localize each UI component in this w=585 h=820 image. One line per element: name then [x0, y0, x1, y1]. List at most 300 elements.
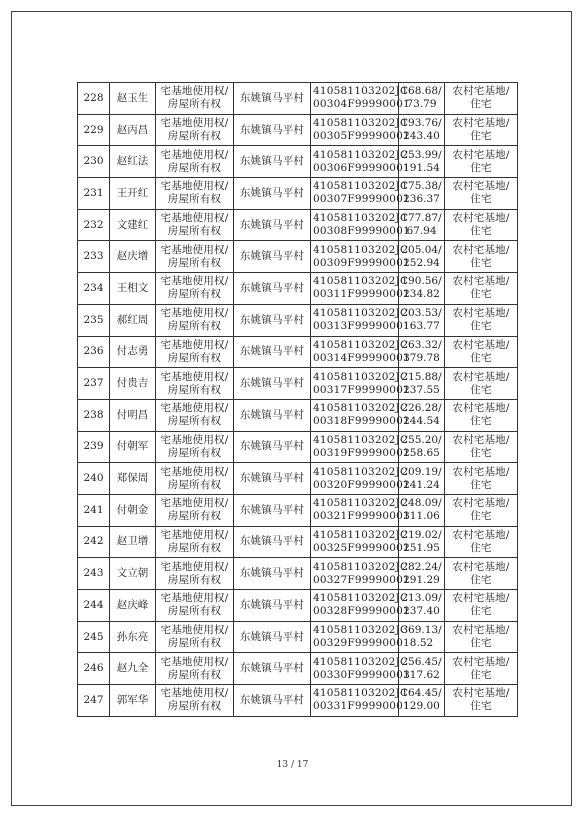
right-type-line: 房屋所有权 — [167, 351, 222, 364]
row-number-cell: 243 — [78, 558, 110, 590]
right-type-line: 宅基地使用权/ — [160, 307, 229, 320]
right-type-cell — [156, 83, 234, 115]
unit-code-cell — [311, 463, 410, 495]
right-type-line: 宅基地使用权/ — [160, 592, 229, 605]
area-cell — [399, 336, 445, 368]
area-line: 369.13/ — [401, 624, 442, 637]
location-cell: 东姚镇马平村 — [234, 431, 311, 463]
usage-line: 农村宅基地/ — [452, 402, 510, 415]
usage-line: 农村宅基地/ — [452, 528, 510, 541]
usage-cell — [445, 621, 518, 653]
location-cell: 东姚镇马平村 — [234, 526, 311, 558]
area-line: 243.40 — [403, 130, 440, 143]
right-type-cell — [156, 273, 234, 305]
row-number-cell: 228 — [78, 83, 110, 115]
area-cell — [399, 653, 445, 685]
owner-name-cell: 付朝金 — [110, 494, 156, 526]
unit-code-cell — [311, 114, 410, 146]
right-type-cell — [156, 653, 234, 685]
unit-code-line: 00329F99990001 — [313, 637, 410, 650]
location-cell: 东姚镇马平村 — [234, 241, 311, 273]
table-row — [78, 209, 518, 241]
right-type-line: 房屋所有权 — [167, 446, 222, 459]
unit-code-line: 410581103202JC — [313, 117, 409, 130]
area-line: 282.24/ — [401, 560, 442, 573]
usage-cell — [445, 336, 518, 368]
right-type-line: 宅基地使用权/ — [160, 180, 229, 193]
unit-code-cell — [311, 685, 410, 717]
area-line: 317.62 — [403, 668, 440, 681]
usage-line: 住宅 — [470, 446, 492, 459]
row-number-cell: 229 — [78, 114, 110, 146]
right-type-line: 宅基地使用权/ — [160, 465, 229, 478]
owner-name-cell: 赵卫增 — [110, 526, 156, 558]
area-line: 205.04/ — [401, 243, 442, 256]
records-table — [77, 82, 518, 717]
unit-code-line: 410581103202JC — [313, 433, 409, 446]
unit-code-line: 00304F99990001 — [313, 98, 410, 111]
usage-cell — [445, 178, 518, 210]
area-line: 190.56/ — [401, 275, 442, 288]
page-number: 13 / 17 — [276, 760, 309, 770]
usage-line: 农村宅基地/ — [452, 117, 510, 130]
usage-line: 住宅 — [470, 700, 492, 713]
row-number-cell: 234 — [78, 273, 110, 305]
location-cell: 东姚镇马平村 — [234, 558, 311, 590]
usage-line: 农村宅基地/ — [452, 560, 510, 573]
unit-code-cell — [311, 526, 410, 558]
table-row — [78, 463, 518, 495]
row-number-cell: 230 — [78, 146, 110, 178]
table-row — [78, 399, 518, 431]
unit-code-line: 00317F99990001 — [313, 383, 410, 396]
table-row — [78, 336, 518, 368]
usage-line: 农村宅基地/ — [452, 655, 510, 668]
area-line: 252.94 — [403, 256, 440, 269]
usage-cell — [445, 526, 518, 558]
table-row — [78, 558, 518, 590]
usage-cell — [445, 304, 518, 336]
table-row — [78, 83, 518, 115]
area-line: 256.45/ — [401, 655, 442, 668]
unit-code-line: 00320F99990001 — [313, 478, 410, 491]
usage-line: 住宅 — [470, 225, 492, 238]
area-line: 193.76/ — [401, 117, 442, 130]
location-cell: 东姚镇马平村 — [234, 209, 311, 241]
right-type-line: 宅基地使用权/ — [160, 655, 229, 668]
area-line: 67.94 — [406, 225, 437, 238]
right-type-line: 房屋所有权 — [167, 510, 222, 523]
table-body — [78, 83, 518, 717]
location-cell: 东姚镇马平村 — [234, 273, 311, 305]
owner-name-cell: 付明昌 — [110, 399, 156, 431]
area-cell — [399, 399, 445, 431]
right-type-line: 房屋所有权 — [167, 605, 222, 618]
unit-code-line: 00331F99990001 — [313, 700, 410, 713]
area-line: 255.20/ — [401, 433, 442, 446]
area-cell — [399, 368, 445, 400]
area-cell — [399, 526, 445, 558]
right-type-line: 宅基地使用权/ — [160, 338, 229, 351]
right-type-line: 宅基地使用权/ — [160, 687, 229, 700]
usage-cell — [445, 146, 518, 178]
usage-line: 住宅 — [470, 288, 492, 301]
usage-line: 农村宅基地/ — [452, 624, 510, 637]
area-line: 244.54 — [403, 415, 440, 428]
usage-cell — [445, 399, 518, 431]
area-cell — [399, 590, 445, 622]
right-type-cell — [156, 590, 234, 622]
area-line: 163.77 — [403, 320, 440, 333]
usage-line: 住宅 — [470, 351, 492, 364]
unit-code-line: 410581103202JC — [313, 338, 409, 351]
area-line: 291.29 — [403, 573, 440, 586]
row-number-cell: 240 — [78, 463, 110, 495]
unit-code-cell — [311, 558, 410, 590]
unit-code-cell — [311, 494, 410, 526]
area-line: 215.88/ — [401, 370, 442, 383]
location-cell: 东姚镇马平村 — [234, 336, 311, 368]
area-cell — [399, 685, 445, 717]
area-cell — [399, 304, 445, 336]
table-row — [78, 146, 518, 178]
row-number-cell: 237 — [78, 368, 110, 400]
table-row — [78, 590, 518, 622]
area-line: 73.79 — [406, 98, 437, 111]
usage-cell — [445, 685, 518, 717]
unit-code-line: 00325F99990001 — [313, 541, 410, 554]
area-line: 175.38/ — [401, 180, 442, 193]
usage-line: 农村宅基地/ — [452, 243, 510, 256]
usage-cell — [445, 463, 518, 495]
area-line: 177.87/ — [401, 212, 442, 225]
unit-code-cell — [311, 431, 410, 463]
unit-code-line: 410581103202JC — [313, 212, 409, 225]
area-cell — [399, 273, 445, 305]
unit-code-cell — [311, 273, 410, 305]
usage-line: 住宅 — [470, 605, 492, 618]
unit-code-line: 410581103202JC — [313, 560, 409, 573]
owner-name-cell: 文建红 — [110, 209, 156, 241]
right-type-line: 房屋所有权 — [167, 700, 222, 713]
table-row — [78, 494, 518, 526]
area-cell — [399, 558, 445, 590]
unit-code-line: 00327F99990001 — [313, 573, 410, 586]
unit-code-line: 410581103202JC — [313, 180, 409, 193]
row-number-cell: 247 — [78, 685, 110, 717]
right-type-line: 房屋所有权 — [167, 573, 222, 586]
area-cell — [399, 241, 445, 273]
usage-line: 农村宅基地/ — [452, 370, 510, 383]
owner-name-cell: 付贵吉 — [110, 368, 156, 400]
unit-code-line: 410581103202JC — [313, 687, 409, 700]
owner-name-cell: 赵庆峰 — [110, 590, 156, 622]
table-row — [78, 241, 518, 273]
right-type-line: 房屋所有权 — [167, 161, 222, 174]
right-type-line: 房屋所有权 — [167, 415, 222, 428]
usage-line: 住宅 — [470, 130, 492, 143]
table-row — [78, 273, 518, 305]
unit-code-cell — [311, 590, 410, 622]
right-type-line: 房屋所有权 — [167, 383, 222, 396]
location-cell: 东姚镇马平村 — [234, 590, 311, 622]
owner-name-cell: 赵红法 — [110, 146, 156, 178]
unit-code-line: 410581103202JC — [313, 465, 409, 478]
usage-line: 住宅 — [470, 541, 492, 554]
right-type-line: 宅基地使用权/ — [160, 275, 229, 288]
owner-name-cell: 赵玉生 — [110, 83, 156, 115]
row-number-cell: 239 — [78, 431, 110, 463]
right-type-cell — [156, 621, 234, 653]
right-type-line: 房屋所有权 — [167, 225, 222, 238]
row-number-cell: 246 — [78, 653, 110, 685]
location-cell: 东姚镇马平村 — [234, 399, 311, 431]
owner-name-cell: 文立朝 — [110, 558, 156, 590]
area-line: 168.68/ — [401, 85, 442, 98]
right-type-line: 宅基地使用权/ — [160, 148, 229, 161]
table-row — [78, 178, 518, 210]
unit-code-line: 410581103202JC — [313, 402, 409, 415]
unit-code-line: 00308F99990001 — [313, 225, 410, 238]
usage-cell — [445, 590, 518, 622]
unit-code-line: 00305F99990001 — [313, 130, 410, 143]
right-type-line: 房屋所有权 — [167, 256, 222, 269]
area-line: 164.45/ — [401, 687, 442, 700]
unit-code-cell — [311, 146, 410, 178]
owner-name-cell: 付朝军 — [110, 431, 156, 463]
unit-code-line: 00306F99990001 — [313, 161, 410, 174]
area-line: 253.99/ — [401, 148, 442, 161]
usage-cell — [445, 241, 518, 273]
usage-cell — [445, 558, 518, 590]
area-line: 209.19/ — [401, 465, 442, 478]
usage-line: 住宅 — [470, 161, 492, 174]
owner-name-cell: 郭军华 — [110, 685, 156, 717]
usage-line: 农村宅基地/ — [452, 212, 510, 225]
location-cell: 东姚镇马平村 — [234, 114, 311, 146]
location-cell: 东姚镇马平村 — [234, 368, 311, 400]
area-line: 241.24 — [403, 478, 440, 491]
right-type-cell — [156, 399, 234, 431]
unit-code-line: 00328F99990001 — [313, 605, 410, 618]
table-row — [78, 368, 518, 400]
unit-code-line: 410581103202JC — [313, 624, 409, 637]
right-type-line: 房屋所有权 — [167, 98, 222, 111]
usage-line: 住宅 — [470, 668, 492, 681]
table-row — [78, 653, 518, 685]
right-type-line: 房屋所有权 — [167, 668, 222, 681]
usage-line: 住宅 — [470, 320, 492, 333]
usage-line: 农村宅基地/ — [452, 497, 510, 510]
right-type-line: 宅基地使用权/ — [160, 497, 229, 510]
right-type-cell — [156, 114, 234, 146]
right-type-cell — [156, 431, 234, 463]
right-type-cell — [156, 241, 234, 273]
right-type-line: 房屋所有权 — [167, 193, 222, 206]
row-number-cell: 231 — [78, 178, 110, 210]
table-row — [78, 304, 518, 336]
row-number-cell: 238 — [78, 399, 110, 431]
right-type-line: 宅基地使用权/ — [160, 117, 229, 130]
area-line: 248.09/ — [401, 497, 442, 510]
unit-code-line: 00318F99990001 — [313, 415, 410, 428]
right-type-cell — [156, 526, 234, 558]
table-row — [78, 621, 518, 653]
right-type-cell — [156, 336, 234, 368]
unit-code-line: 00330F99990001 — [313, 668, 410, 681]
area-cell — [399, 494, 445, 526]
location-cell: 东姚镇马平村 — [234, 178, 311, 210]
unit-code-line: 00319F99990001 — [313, 446, 410, 459]
right-type-line: 房屋所有权 — [167, 541, 222, 554]
usage-cell — [445, 83, 518, 115]
area-line: 311.06 — [403, 510, 440, 523]
unit-code-line: 410581103202JC — [313, 275, 409, 288]
area-line: 234.82 — [403, 288, 440, 301]
right-type-line: 宅基地使用权/ — [160, 624, 229, 637]
usage-line: 住宅 — [470, 637, 492, 650]
table-row — [78, 431, 518, 463]
area-cell — [399, 178, 445, 210]
area-line: 191.54 — [403, 161, 440, 174]
location-cell: 东姚镇马平村 — [234, 494, 311, 526]
usage-cell — [445, 653, 518, 685]
right-type-cell — [156, 368, 234, 400]
usage-line: 住宅 — [470, 256, 492, 269]
usage-line: 农村宅基地/ — [452, 687, 510, 700]
unit-code-line: 410581103202JC — [313, 370, 409, 383]
row-number-cell: 241 — [78, 494, 110, 526]
unit-code-cell — [311, 209, 410, 241]
unit-code-cell — [311, 304, 410, 336]
usage-line: 住宅 — [470, 98, 492, 111]
right-type-cell — [156, 209, 234, 241]
usage-line: 住宅 — [470, 573, 492, 586]
usage-line: 住宅 — [470, 383, 492, 396]
location-cell: 东姚镇马平村 — [234, 83, 311, 115]
area-line: 379.78 — [403, 351, 440, 364]
owner-name-cell: 付志勇 — [110, 336, 156, 368]
usage-line: 农村宅基地/ — [452, 592, 510, 605]
location-cell: 东姚镇马平村 — [234, 304, 311, 336]
location-cell: 东姚镇马平村 — [234, 685, 311, 717]
right-type-cell — [156, 494, 234, 526]
area-line: 226.28/ — [401, 402, 442, 415]
unit-code-line: 00314F99990001 — [313, 351, 410, 364]
row-number-cell: 232 — [78, 209, 110, 241]
usage-line: 住宅 — [470, 193, 492, 206]
area-cell — [399, 114, 445, 146]
location-cell: 东姚镇马平村 — [234, 146, 311, 178]
right-type-line: 宅基地使用权/ — [160, 402, 229, 415]
location-cell: 东姚镇马平村 — [234, 653, 311, 685]
row-number-cell: 236 — [78, 336, 110, 368]
owner-name-cell: 赵庆增 — [110, 241, 156, 273]
unit-code-line: 410581103202JC — [313, 497, 409, 510]
usage-line: 住宅 — [470, 415, 492, 428]
area-line: 263.32/ — [401, 338, 442, 351]
unit-code-line: 410581103202JC — [313, 528, 409, 541]
unit-code-cell — [311, 83, 410, 115]
owner-name-cell: 赵丙昌 — [110, 114, 156, 146]
area-line: 236.37 — [403, 193, 440, 206]
location-cell: 东姚镇马平村 — [234, 621, 311, 653]
area-line: 203.53/ — [401, 307, 442, 320]
right-type-cell — [156, 685, 234, 717]
usage-cell — [445, 273, 518, 305]
unit-code-line: 00307F99990001 — [313, 193, 410, 206]
unit-code-line: 00321F99990001 — [313, 510, 410, 523]
usage-line: 农村宅基地/ — [452, 433, 510, 446]
unit-code-cell — [311, 178, 410, 210]
area-line: 251.95 — [403, 541, 440, 554]
area-line: 129.00 — [403, 700, 440, 713]
unit-code-cell — [311, 621, 410, 653]
usage-line: 农村宅基地/ — [452, 275, 510, 288]
right-type-line: 房屋所有权 — [167, 637, 222, 650]
usage-line: 住宅 — [470, 510, 492, 523]
usage-cell — [445, 114, 518, 146]
area-line: 258.65 — [403, 446, 440, 459]
right-type-line: 房屋所有权 — [167, 288, 222, 301]
right-type-line: 宅基地使用权/ — [160, 433, 229, 446]
owner-name-cell: 孙东亮 — [110, 621, 156, 653]
area-cell — [399, 431, 445, 463]
unit-code-line: 00309F99990001 — [313, 256, 410, 269]
unit-code-cell — [311, 336, 410, 368]
usage-cell — [445, 368, 518, 400]
area-line: 213.09/ — [401, 592, 442, 605]
area-line: 8.52 — [409, 637, 434, 650]
row-number-cell: 242 — [78, 526, 110, 558]
right-type-cell — [156, 558, 234, 590]
owner-name-cell: 赵九全 — [110, 653, 156, 685]
usage-line: 农村宅基地/ — [452, 307, 510, 320]
usage-cell — [445, 494, 518, 526]
right-type-cell — [156, 146, 234, 178]
row-number-cell: 233 — [78, 241, 110, 273]
unit-code-line: 410581103202JC — [313, 307, 409, 320]
right-type-line: 宅基地使用权/ — [160, 85, 229, 98]
unit-code-line: 00313F99990001 — [313, 320, 410, 333]
table-row — [78, 114, 518, 146]
table-row — [78, 526, 518, 558]
table-row — [78, 685, 518, 717]
unit-code-line: 410581103202JC — [313, 148, 409, 161]
owner-name-cell: 郑保周 — [110, 463, 156, 495]
unit-code-line: 410581103202JC — [313, 592, 409, 605]
right-type-line: 房屋所有权 — [167, 320, 222, 333]
right-type-line: 房屋所有权 — [167, 130, 222, 143]
right-type-line: 宅基地使用权/ — [160, 370, 229, 383]
usage-line: 农村宅基地/ — [452, 85, 510, 98]
unit-code-cell — [311, 399, 410, 431]
area-cell — [399, 463, 445, 495]
area-line: 237.40 — [403, 605, 440, 618]
area-cell — [399, 146, 445, 178]
right-type-line: 房屋所有权 — [167, 478, 222, 491]
usage-line: 农村宅基地/ — [452, 465, 510, 478]
usage-line: 农村宅基地/ — [452, 148, 510, 161]
usage-line: 农村宅基地/ — [452, 338, 510, 351]
owner-name-cell: 王开红 — [110, 178, 156, 210]
right-type-line: 宅基地使用权/ — [160, 528, 229, 541]
area-line: 219.02/ — [401, 528, 442, 541]
unit-code-line: 410581103202JC — [313, 85, 409, 98]
right-type-line: 宅基地使用权/ — [160, 243, 229, 256]
unit-code-line: 410581103202JC — [313, 243, 409, 256]
owner-name-cell: 王相文 — [110, 273, 156, 305]
